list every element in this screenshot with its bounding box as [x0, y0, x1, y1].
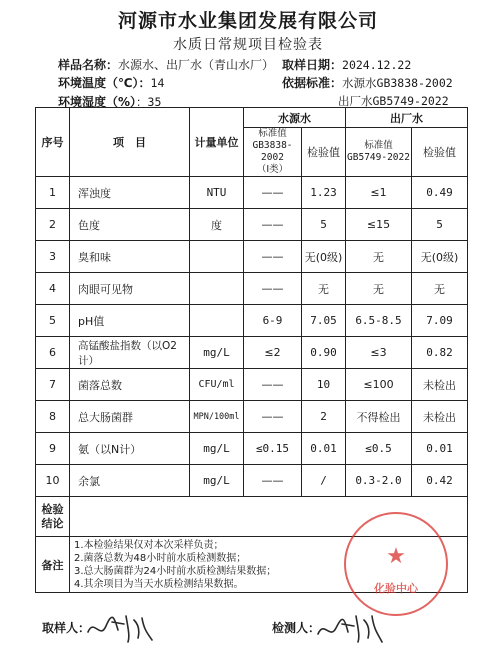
factory-standard-label: 标准值: [364, 140, 393, 151]
stamp-star-icon: ★: [386, 544, 406, 569]
source-standard-label: 标准值: [258, 128, 287, 139]
row-no: 2: [36, 209, 70, 241]
remark-line: 2.菌落总数为48小时前水质检测数据；: [74, 552, 247, 564]
humidity-value: ：35: [136, 95, 162, 109]
table-row: [36, 273, 468, 305]
row-item: 高锰酸盐指数（以O2计）: [70, 337, 190, 369]
row-factory-standard: ≤1: [346, 177, 412, 209]
row-unit: [190, 305, 244, 337]
row-factory-value: 未检出: [412, 401, 468, 433]
row-factory-value: 0.42: [412, 465, 468, 497]
row-source-value: 0.01: [302, 433, 346, 465]
row-factory-standard: 无: [346, 273, 412, 305]
row-no: 6: [36, 337, 70, 369]
row-source-standard: ——: [244, 241, 302, 273]
row-source-standard: ≤2: [244, 337, 302, 369]
row-factory-value: 0.82: [412, 337, 468, 369]
table-row: [36, 177, 468, 209]
row-item: 色度: [70, 209, 190, 241]
row-source-standard: 6-9: [244, 305, 302, 337]
remark-line: 4.其余项目为当天水质检测结果数据。: [74, 578, 244, 590]
remark-line: 3.总大肠菌群为24小时前水质检测结果数据；: [74, 565, 277, 577]
col-header-source-standard: [244, 128, 302, 177]
row-no: 8: [36, 401, 70, 433]
row-source-value: 2: [302, 401, 346, 433]
table-row: [36, 209, 468, 241]
table-row: [36, 465, 468, 497]
standard-value-source: 水源水GB3838-2002: [342, 76, 453, 90]
table-row: [36, 433, 468, 465]
row-no: 9: [36, 433, 70, 465]
conclusion-label-line-1: 检验: [41, 502, 64, 516]
row-source-standard: ——: [244, 401, 302, 433]
standard-label: 依据标准：: [282, 76, 343, 90]
row-source-value: 10: [302, 369, 346, 401]
row-factory-standard: 6.5-8.5: [346, 305, 412, 337]
sampler-signature: [84, 610, 156, 644]
sampling-date-line: [282, 56, 411, 73]
remark-line: 1.本检验结果仅对本次采样负责；: [74, 539, 224, 551]
header-row-1: [36, 108, 468, 128]
row-source-value: 7.05: [302, 305, 346, 337]
sample-name-value: 水源水、出厂水（青山水厂）: [118, 58, 275, 72]
factory-standard-code: GB5749-2022: [347, 152, 410, 163]
col-header-factory-water: 出厂水: [346, 108, 468, 128]
remarks-label: 备注: [36, 537, 70, 593]
sample-name-label: 样品名称：: [58, 58, 119, 72]
tester-label: 检测人：: [272, 621, 321, 635]
row-factory-standard: 0.3-2.0: [346, 465, 412, 497]
row-factory-value: 0.01: [412, 433, 468, 465]
row-no: 5: [36, 305, 70, 337]
row-item: 浑浊度: [70, 177, 190, 209]
row-item: pH值: [70, 305, 190, 337]
row-unit: mg/L: [190, 433, 244, 465]
conclusion-label: [36, 497, 70, 537]
row-factory-value: 7.09: [412, 305, 468, 337]
row-source-value: 0.90: [302, 337, 346, 369]
row-source-standard: ——: [244, 273, 302, 305]
row-factory-value: 5: [412, 209, 468, 241]
company-name: 河源市水业集团发展有限公司: [117, 10, 378, 32]
standard-line: [282, 74, 453, 91]
row-unit: 度: [190, 209, 244, 241]
row-factory-value: 0.49: [412, 177, 468, 209]
row-factory-standard: 无: [346, 241, 412, 273]
temperature-line: [58, 74, 164, 91]
row-unit: mg/L: [190, 337, 244, 369]
row-source-standard: ——: [244, 369, 302, 401]
row-item: 余氯: [70, 465, 190, 497]
row-source-standard: ——: [244, 465, 302, 497]
row-unit: mg/L: [190, 465, 244, 497]
col-header-source-water: 水源水: [244, 108, 346, 128]
tester-signature: [314, 610, 386, 644]
row-factory-standard: ≤15: [346, 209, 412, 241]
row-item: 总大肠菌群: [70, 401, 190, 433]
sampler-label: 取样人：: [42, 621, 91, 635]
col-header-unit: 计量单位: [190, 108, 244, 177]
stamp-text: 化验中心: [374, 582, 418, 595]
humidity-label: 环境湿度（%）: [58, 95, 137, 109]
row-no: 4: [36, 273, 70, 305]
col-header-source-test: 检验值: [302, 128, 346, 177]
table-row: [36, 369, 468, 401]
row-source-value: 无: [302, 273, 346, 305]
row-factory-standard: ≤0.5: [346, 433, 412, 465]
col-header-factory-test: 检验值: [412, 128, 468, 177]
row-source-value: /: [302, 465, 346, 497]
table-row: [36, 305, 468, 337]
row-source-standard: ——: [244, 177, 302, 209]
row-factory-value: 未检出: [412, 369, 468, 401]
temperature-label: 环境温度（℃）：: [58, 76, 151, 90]
row-unit: [190, 241, 244, 273]
table-row: [36, 337, 468, 369]
official-stamp: [344, 512, 448, 616]
sampling-date-label: 取样日期：: [282, 58, 343, 72]
sample-name-line: [58, 56, 274, 73]
row-unit: [190, 273, 244, 305]
row-no: 7: [36, 369, 70, 401]
row-no: 3: [36, 241, 70, 273]
row-no: 10: [36, 465, 70, 497]
standard-value-factory: 出厂水GB5749-2022: [338, 94, 449, 108]
row-item: 氨（以N计）: [70, 433, 190, 465]
col-header-item: 项 目: [70, 108, 190, 177]
col-header-no: 序号: [36, 108, 70, 177]
report-title: 水质日常规项目检验表: [173, 37, 323, 53]
row-unit: MPN/100ml: [190, 401, 244, 433]
table-row: [36, 241, 468, 273]
row-source-standard: ——: [244, 209, 302, 241]
row-unit: NTU: [190, 177, 244, 209]
row-item: 臭和味: [70, 241, 190, 273]
temperature-value: 14: [150, 76, 165, 90]
source-standard-class: （Ⅰ类）: [256, 164, 289, 175]
row-unit: CFU/ml: [190, 369, 244, 401]
row-factory-standard: 不得检出: [346, 401, 412, 433]
row-item: 肉眼可见物: [70, 273, 190, 305]
row-source-value: 1.23: [302, 177, 346, 209]
row-factory-value: 无: [412, 273, 468, 305]
row-factory-value: 无(0级): [412, 241, 468, 273]
sampling-date-value: 2024.12.22: [342, 58, 412, 72]
row-source-value: 无(0级): [302, 241, 346, 273]
conclusion-label-line-2: 结论: [41, 516, 64, 530]
row-source-value: 5: [302, 209, 346, 241]
col-header-factory-standard: [346, 128, 412, 177]
table-row: [36, 401, 468, 433]
row-factory-standard: ≤3: [346, 337, 412, 369]
source-standard-code: GB3838-2002: [252, 140, 293, 163]
row-item: 菌落总数: [70, 369, 190, 401]
row-no: 1: [36, 177, 70, 209]
row-source-standard: ≤0.15: [244, 433, 302, 465]
row-factory-standard: ≤100: [346, 369, 412, 401]
